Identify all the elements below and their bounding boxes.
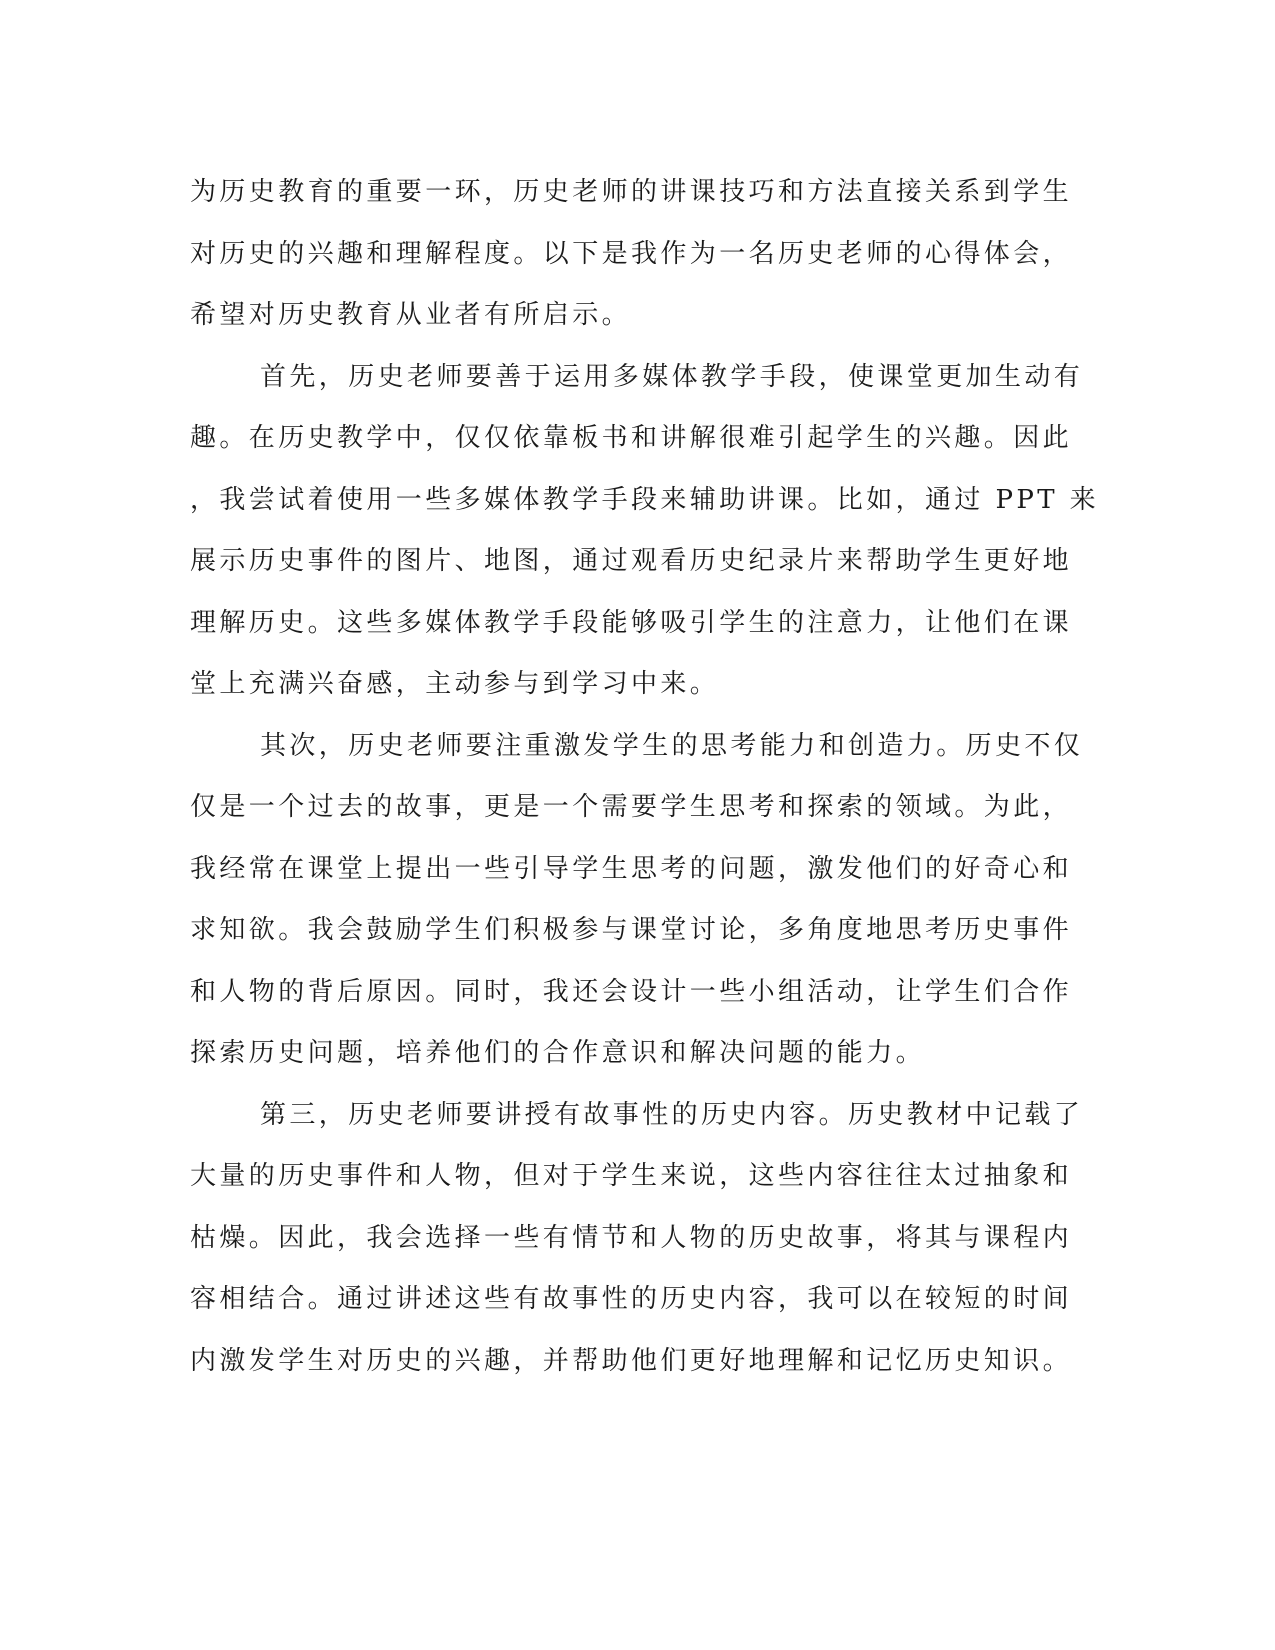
text-line: 求知欲。我会鼓励学生们积极参与课堂讨论，多角度地思考历史事件 [190,915,1073,945]
text-line: 和人物的背后原因。同时，我还会设计一些小组活动，让学生们合作 [190,976,1073,1007]
text-line: 内激发学生对历史的兴趣，并帮助他们更好地理解和记忆历史知识。 [190,1345,1073,1376]
paragraph-first-line: 首先，历史老师要善于运用多媒体教学手段，使课堂更加生动有 [260,361,1084,392]
text-line: 我经常在课堂上提出一些引导学生思考的问题，激发他们的好奇心和 [190,853,1073,884]
paragraph-first-line: 其次，历史老师要注重激发学生的思考能力和创造力。历史不仅 [260,730,1084,761]
text-line: 堂上充满兴奋感，主动参与到学习中来。 [190,669,720,699]
text-line: 理解历史。这些多媒体教学手段能够吸引学生的注意力，让他们在课 [190,607,1073,638]
text-line: 为历史教育的重要一环，历史老师的讲课技巧和方法直接关系到学生 [190,177,1073,207]
body-text [190,162,1100,1392]
paragraph-first-line: 第三，历史老师要讲授有故事性的历史内容。历史教材中记载了 [260,1099,1084,1130]
text-line: 仅是一个过去的故事，更是一个需要学生思考和探索的领域。为此， [190,792,1073,822]
text-line: ，我尝试着使用一些多媒体教学手段来辅助讲课。比如，通过 PPT 来 [190,484,1100,515]
text-line: 容相结合。通过讲述这些有故事性的历史内容，我可以在较短的时间 [190,1284,1073,1314]
text-line: 大量的历史事件和人物，但对于学生来说，这些内容往往太过抽象和 [190,1161,1073,1191]
text-line: 希望对历史教育从业者有所启示。 [190,300,632,330]
text-line: 枯燥。因此，我会选择一些有情节和人物的历史故事，将其与课程内 [190,1222,1073,1253]
text-line: 趣。在历史教学中，仅仅依靠板书和讲解很难引起学生的兴趣。因此 [190,423,1073,453]
text-line: 对历史的兴趣和理解程度。以下是我作为一名历史老师的心得体会， [190,238,1073,269]
text-line: 探索历史问题，培养他们的合作意识和解决问题的能力。 [190,1038,926,1068]
text-line: 展示历史事件的图片、地图，通过观看历史纪录片来帮助学生更好地 [190,546,1073,576]
